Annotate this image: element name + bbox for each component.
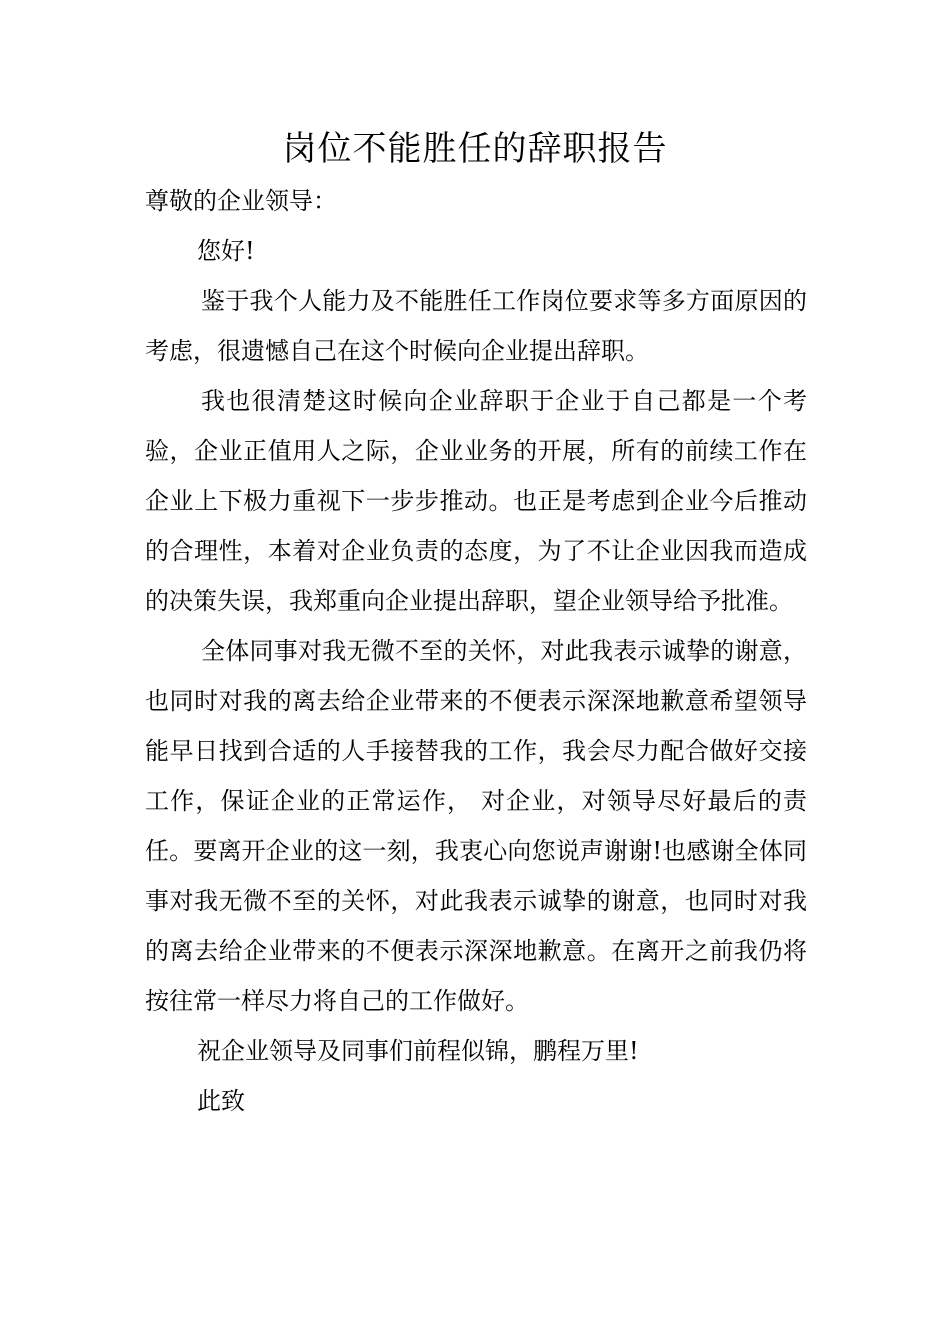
- closing: 此致: [197, 1087, 245, 1115]
- paragraph-1: 鉴于我个人能力及不能胜任工作岗位要求等多方面原因的考虑，很遗憾自己在这个时候向企业提出辞职。: [145, 287, 807, 365]
- document-title: 岗位不能胜任的辞职报告: [282, 129, 668, 169]
- greeting: 您好!: [197, 237, 255, 265]
- salutation: 尊敬的企业领导：: [145, 187, 337, 215]
- wishes: 祝企业领导及同事们前程似锦，鹏程万里!: [197, 1037, 639, 1065]
- paragraph-2: 我也很清楚这时候向企业辞职于企业于自己都是一个考验，企业正值用人之际，企业业务的开展，所有的前续工作在企业上下极力重视下一步步推动。也正是考虑到企业今后推动的合理性，本着对企业负责的态度，为了不让企业因我而造成的决策失误，我郑重向企业提出辞职，望企业领导给予批准。: [145, 387, 807, 615]
- document-body: [145, 176, 807, 1126]
- paragraph-3: 全体同事对我无微不至的关怀，对此我表示诚挚的谢意，也同时对我的离去给企业带来的不便表示深深地歉意希望领导能早日找到合适的人手接替我的工作，我会尽力配合做好交接工作，保证企业的正常运作， 对企业，对领导尽好最后的责任。要离开企业的这一刻，我衷心向您说声谢谢!也感谢全体同事对我无微不至的关怀，对此我表示诚挚的谢意，也同时对我的离去给企业带来的不便表示深深地歉意。在离开之前我仍将按往常一样尽力将自己的工作做好。: [145, 637, 807, 1015]
